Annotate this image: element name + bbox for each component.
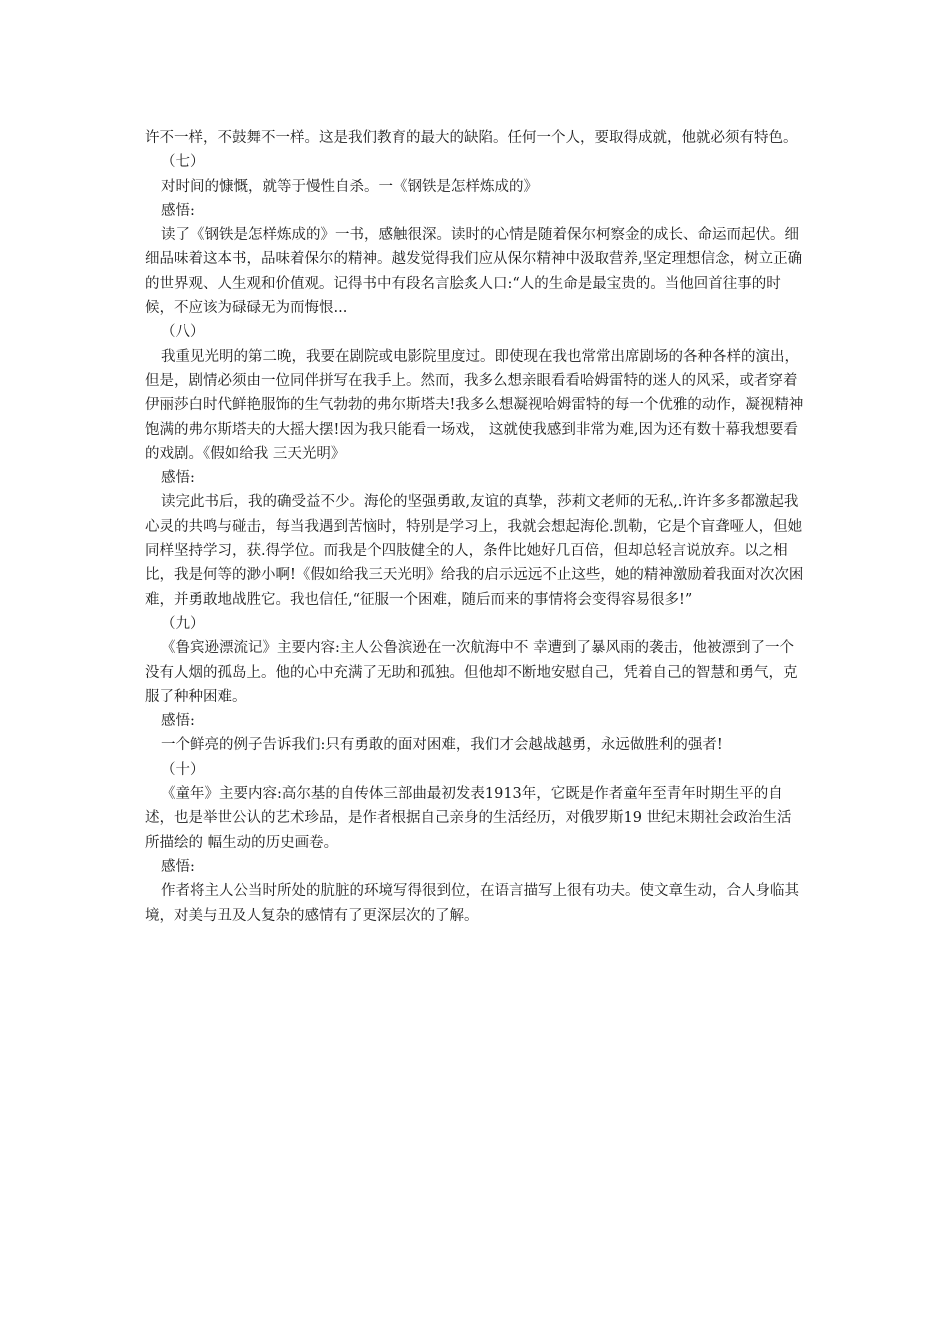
section-heading-7: （七）	[161, 154, 205, 171]
section-heading-8: （八）	[161, 324, 205, 341]
quote-7: 对时间的慷慨，就等于慢性自杀。一《钢铁是怎样炼成的》	[161, 178, 538, 195]
reflection-label-7: 感悟:	[161, 202, 195, 219]
quote-8: 我重见光明的第二晚，我要在剧院或电影院里度过。即使现在我也常常出席剧场的各种各样的演出，但是，剧情必须由一位同伴拼写在我手上。然而，我多么想亲眼看看哈姆雷特的迷人的风采，或者穿着伊丽莎白时代鲜艳服饰的生气勃勃的弗尔斯塔夫!我多么想凝视哈姆雷特的每一个优雅的动作，凝视精神饱满的弗尔斯塔夫的大摇大摆!因为我只能看一场戏， 这就使我感到非常为难,因为还有数十幕我想要看的戏剧。《假如给我 三天光明》	[145, 348, 804, 462]
reflection-label-8: 感悟:	[161, 470, 195, 487]
reflection-8: 读完此书后，我的确受益不少。海伦的坚强勇敢,友谊的真挚，莎莉文老师的无私,.许许多多都激起我心灵的共鸣与碰击，每当我遇到苦恼时，特别是学习上，我就会想起海伦.凯勒，它是个盲聋哑人，但她同样坚持学习，获.得学位。而我是个四肢健全的人，条件比她好几百倍，但却总轻言说放弃。以之相比，我是何等的渺小啊!《假如给我三天光明》给我的启示远远不止这些，她的精神激励着我面对次次困难，并勇敢地战胜它。我也信任,“征服一个困难，随后而来的事情将会变得容易很多!”	[145, 494, 804, 608]
section-heading-9: （九）	[161, 615, 205, 632]
section-heading-10: （十）	[161, 761, 205, 778]
paragraph-continuation: 许不一样，不鼓舞不一样。这是我们教育的最大的缺陷。任何一个人，要取得成就，他就必须有特色。	[145, 130, 798, 146]
summary-10: 《童年》主要内容:高尔基的自传体三部曲最初发表1913年，它既是作者童年至青年时期生平的自述，也是举世公认的艺术珍品，是作者根据自己亲身的生活经历，对俄罗斯19 世纪末期社会政治生活所描绘的 幅生动的历史画卷。	[145, 786, 792, 851]
reflection-label-10: 感悟:	[161, 858, 195, 875]
reflection-7: 读了《钢铁是怎样炼成的》一书，感触很深。读时的心情是随着保尔柯察金的成长、命运而起伏。细细品味着这本书，品味着保尔的精神。越发觉得我们应从保尔精神中汲取营养,坚定理想信念，树立正确的世界观、人生观和价值观。记得书中有段名言脍炙人口:“人的生命是最宝贵的。当他回首往事的时候，不应该为碌碌无为而悔恨...	[145, 227, 803, 317]
summary-9: 《鲁宾逊漂流记》主要内容:主人公鲁滨逊在一次航海中不 幸遭到了暴风雨的袭击，他被漂到了一个没有人烟的孤岛上。他的心中充满了无助和孤独。但他却不断地安慰自己，凭着自己的智慧和勇气，克服了种种困难。	[145, 640, 798, 705]
document-body	[145, 126, 805, 928]
reflection-9: 一个鲜亮的例子告诉我们:只有勇敢的面对困难，我们才会越战越勇，永远做胜利的强者!	[161, 737, 723, 754]
reflection-label-9: 感悟:	[161, 713, 195, 730]
reflection-10: 作者将主人公当时所处的肮脏的环境写得很到位，在语言描写上很有功夫。使文章生动，合人身临其境，对美与丑及人复杂的感情有了更深层次的了解。	[145, 883, 799, 924]
